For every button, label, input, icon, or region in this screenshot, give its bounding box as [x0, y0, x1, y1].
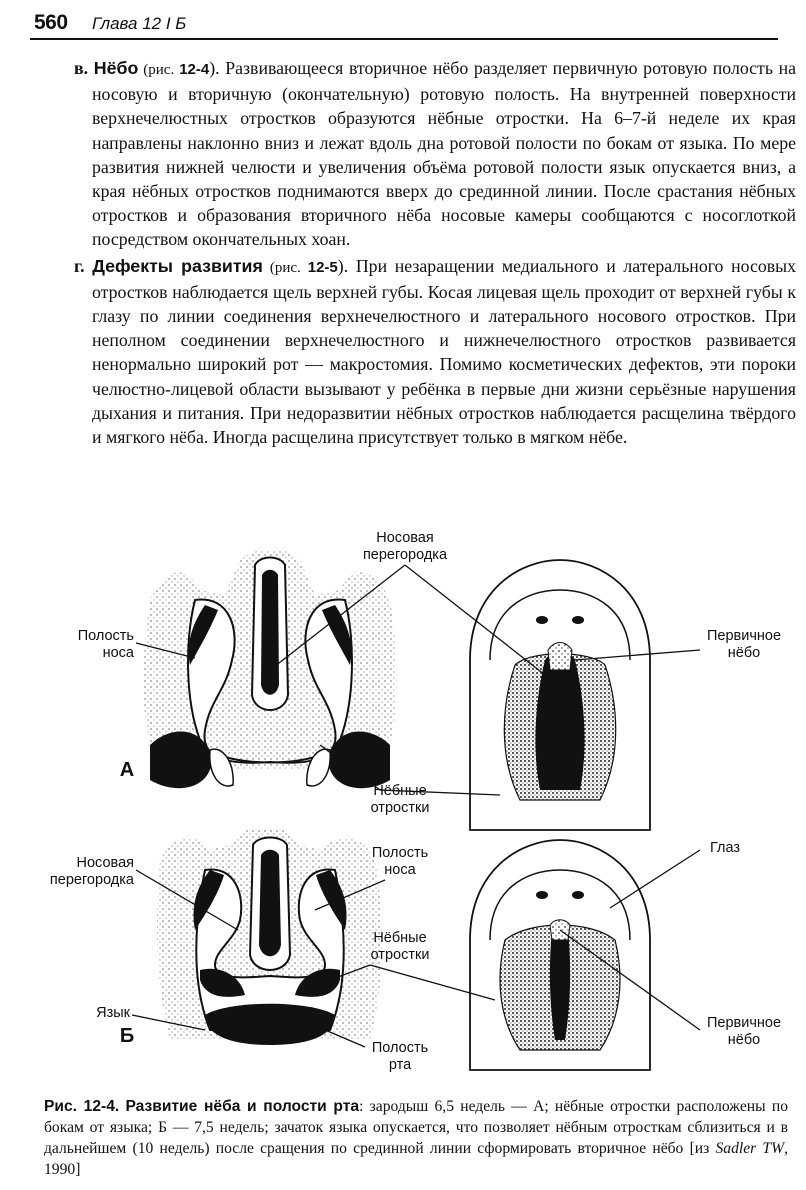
label-primary-palate-a: Первичное нёбо	[706, 628, 782, 661]
panel-label-a: А	[119, 759, 135, 781]
caption-figure-id: Рис. 12-4.	[44, 1098, 120, 1115]
paragraph-text: При незаращении медиального и латерального носовых отростков наблюдается щель верхней губы. Косая лицевая щель проходит от верхней губы к глазу по линии соединения верхнечелюстного и латерального носового отростков. При неполном соединении верхнечелюстного и нижнечелюстного отростков развивается ненормально широкий рот — макростомия. Помимо косметических дефектов, эти пороки челюстно-лицевой области вызывают у ребёнка в первые дни жизни серьёзные нарушения дыхания и питания. При недоразвитии нёбных отростков наблюдается расщелина твёрдого и мягкого нёба. Иногда расщелина присутствует только в мягком нёбе.	[92, 255, 796, 448]
list-marker: г.	[74, 255, 85, 276]
label-tongue-b: Язык	[96, 1005, 130, 1021]
figure-12-4	[0, 500, 806, 1080]
label-oral-cavity-b: Полость рта	[371, 1040, 429, 1073]
label-palatal-processes-a: Нёбные отростки	[370, 783, 430, 816]
term-heading: Дефекты развития	[92, 255, 263, 276]
label-primary-palate-b: Первичное нёбо	[706, 1015, 782, 1048]
caption-text: : зародыш 6,5 недель — А; нёбные отростки расположены по бокам от языка; Б — 7,5 недель; зачаток языка опускается, что позволяет нёбным отросткам сблизиться и в дальнейшем (10 недель) после сращения по срединной линии сформировать вторичное нёбо [из	[44, 1098, 788, 1157]
label-palatal-processes-b: Нёбные отростки	[370, 930, 430, 963]
page-number: 560	[34, 11, 68, 34]
caption-source-author: Sadler TW	[715, 1140, 785, 1157]
label-nasal-cavity-a: Полость носа	[77, 628, 134, 661]
label-nasal-cavity-b: Полость носа	[371, 845, 429, 878]
figure-ref-close: ).	[337, 255, 349, 276]
figure-ref-open: (рис.	[262, 259, 308, 276]
label-eye-b: Глаз	[709, 840, 741, 856]
running-header	[30, 10, 778, 40]
list-marker: в.	[74, 58, 89, 78]
figure-ref-open: (рис.	[138, 62, 180, 78]
paragraph-palate	[74, 56, 796, 252]
paragraph-text: Развивающееся вторичное нёбо разделяет первичную ротовую полость на носовую и вторичную (окончательную) ротовую полость. На внутренней поверхности верхнечелюстных отростков образуются нёбные отростки. На 6–7-й неделе их края направлены наклонно вниз и лежат вдоль дна ротовой полости по бокам от языка. По мере развития нижней челюсти и увеличения объёма ротовой полости язык опускается вниз, а края нёбных отростков поднимаются вверх до срединной линии. После срастания нёбных отростков и образования вторичного нёба носовые камеры сообщаются с носоглоткой посредством окончательных хоан.	[92, 58, 796, 250]
term-heading: Нёбо	[93, 58, 139, 78]
chapter-title: Глава 12 І Б	[92, 14, 187, 33]
label-nasal-septum-b: Носовая перегородка	[49, 855, 134, 888]
caption-source-year: , 1990]	[44, 1140, 789, 1178]
panel-label-b: Б	[119, 1025, 135, 1047]
figure-ref-number: 12-4	[179, 61, 210, 78]
label-nasal-septum-a: Носовая перегородка	[362, 530, 448, 563]
section-b-palate-view	[470, 840, 650, 1070]
caption-title: Развитие нёба и полости рта	[125, 1098, 360, 1115]
body-text	[74, 56, 796, 451]
section-a-coronal	[143, 550, 396, 788]
section-b-coronal	[157, 830, 382, 1045]
figure-ref-number: 12-5	[307, 258, 338, 276]
figure-caption	[44, 1096, 788, 1180]
figure-ref-close: ).	[209, 58, 220, 78]
section-a-palate-view	[470, 560, 650, 830]
paragraph-defects	[74, 254, 796, 450]
